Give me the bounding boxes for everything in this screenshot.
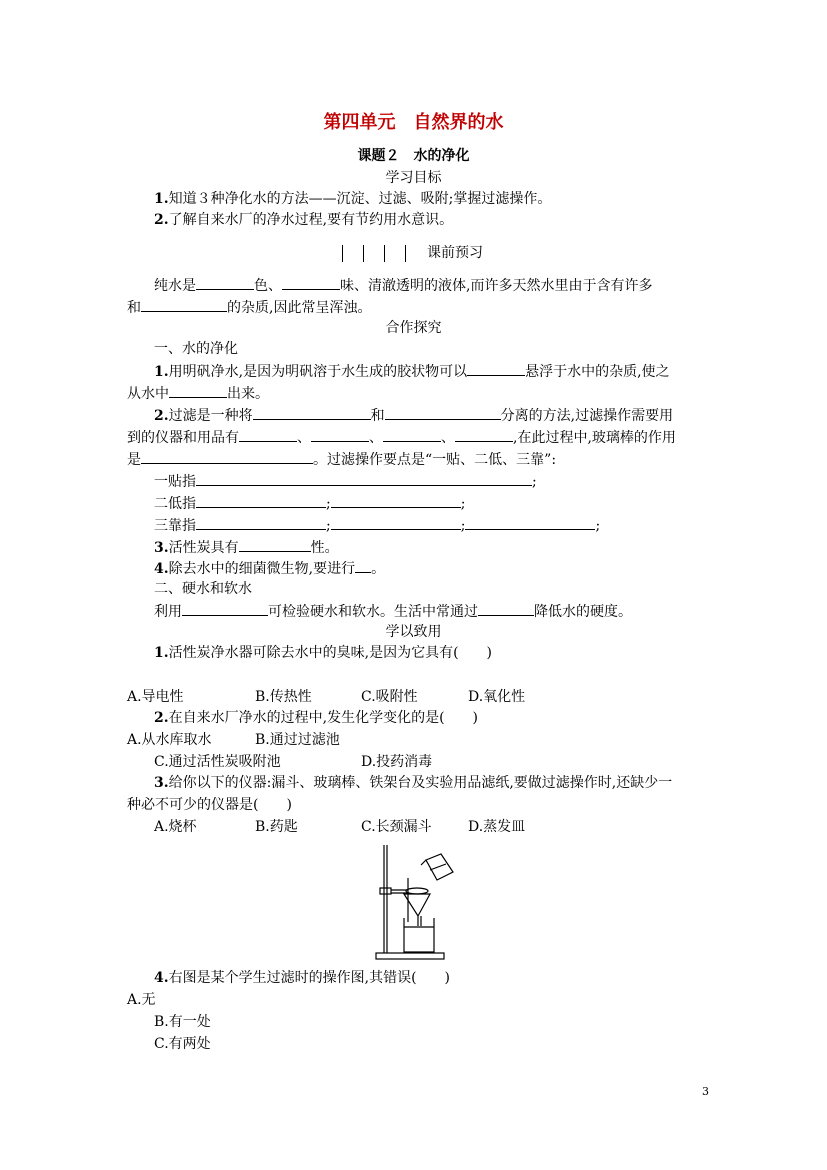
explore-q1-line-1: 1.用明矾净水,是因为明矾溶于水生成的胶状物可以 悬浮于水中的杂质,使之 — [154, 361, 670, 382]
apply-q3-option-b: B.药匙 — [255, 819, 298, 835]
section-preview: 课前预习 — [342, 243, 483, 263]
apply-q2: 2.在自来水厂净水的过程中,发生化学变化的是( ) — [154, 710, 478, 726]
unit-title: 第四单元 自然界的水 — [323, 112, 504, 133]
apply-q4-option-c: C.有两处 — [154, 1036, 211, 1052]
stand-base — [376, 953, 444, 959]
explore-q3: 3.活性炭具有 性。 — [154, 537, 339, 558]
explore-heading-1: 一、水的净化 — [154, 341, 238, 357]
apply-q1: 1.活性炭净水器可除去水中的臭味,是因为它具有( ) — [154, 645, 492, 661]
filter-three-lean: 三靠指 ; ; ; — [154, 515, 600, 536]
filter-two-low: 二低指 ; ; — [154, 493, 465, 514]
beaker-receiving — [404, 918, 434, 952]
filtration-apparatus-figure — [370, 842, 460, 962]
section-objectives: 学习目标 — [385, 170, 442, 186]
section-apply: 学以致用 — [385, 624, 442, 640]
apply-q3-option-a: A.烧杯 — [154, 819, 197, 835]
apply-q3-line-2: 种必不可少的仪器是( ) — [127, 797, 292, 813]
apply-q1-option-d: D.氧化性 — [468, 689, 526, 705]
clamp — [380, 888, 391, 894]
explore-heading-2: 二、硬水和软水 — [154, 581, 252, 597]
section-explore: 合作探究 — [385, 320, 442, 336]
apply-q2-option-b: B.通过过滤池 — [255, 732, 340, 748]
page-number: 3 — [702, 1085, 709, 1098]
ring — [406, 888, 428, 894]
apply-q1-option-c: C.吸附性 — [361, 689, 418, 705]
explore-q4: 4.除去水中的细菌微生物,要进行 。 — [154, 558, 385, 579]
apply-q3-line-1: 3.给你以下的仪器:漏斗、玻璃棒、铁架台及实验用品滤纸,要做过滤操作时,还缺少一 — [154, 775, 673, 791]
apply-q2-option-c: C.通过活性炭吸附池 — [154, 754, 281, 770]
apply-q4-option-b: B.有一处 — [154, 1014, 211, 1030]
apply-q4: 4.右图是某个学生过滤时的操作图,其错误( ) — [154, 970, 450, 986]
apply-q2-option-a: A.从水库取水 — [127, 732, 212, 748]
explore-q1-line-2: 从水中 出来。 — [127, 383, 269, 404]
preview-bars-icon — [342, 245, 425, 262]
explore-q2-line-3: 是 。过滤操作要点是“一贴、二低、三靠”: — [127, 449, 556, 470]
objective-2: 2.了解自来水厂的净水过程,要有节约用水意识。 — [154, 212, 454, 228]
lesson-title: 课题２ 水的净化 — [357, 148, 470, 164]
apply-q2-option-d: D.投药消毒 — [361, 754, 433, 770]
filter-one-stick: 一贴指 ; — [154, 471, 537, 492]
apply-q1-option-b: B.传热性 — [255, 689, 312, 705]
preview-line-2: 和 的杂质,因此常呈浑浊。 — [127, 297, 371, 318]
explore-q2-line-2: 到的仪器和用品有 、 、 、 ,在此过程中,玻璃棒的作用 — [127, 427, 676, 448]
apply-q1-option-a: A.导电性 — [127, 689, 184, 705]
apply-q3-option-d: D.蒸发皿 — [468, 819, 526, 835]
objective-1: 1.知道３种净化水的方法——沉淀、过滤、吸附;掌握过滤操作。 — [154, 191, 552, 207]
preview-line-1: 纯水是 色、 味、清澈透明的液体,而许多天然水里由于含有许多 — [154, 275, 652, 296]
apply-q3-option-c: C.长颈漏斗 — [361, 819, 432, 835]
explore-hard-water: 利用 可检验硬水和软水。生活中常通过 降低水的硬度。 — [154, 601, 632, 622]
explore-q2-line-1: 2.过滤是一种将 和 分离的方法,过滤操作需要用 — [154, 405, 673, 426]
apply-q4-option-a: A.无 — [127, 992, 156, 1008]
